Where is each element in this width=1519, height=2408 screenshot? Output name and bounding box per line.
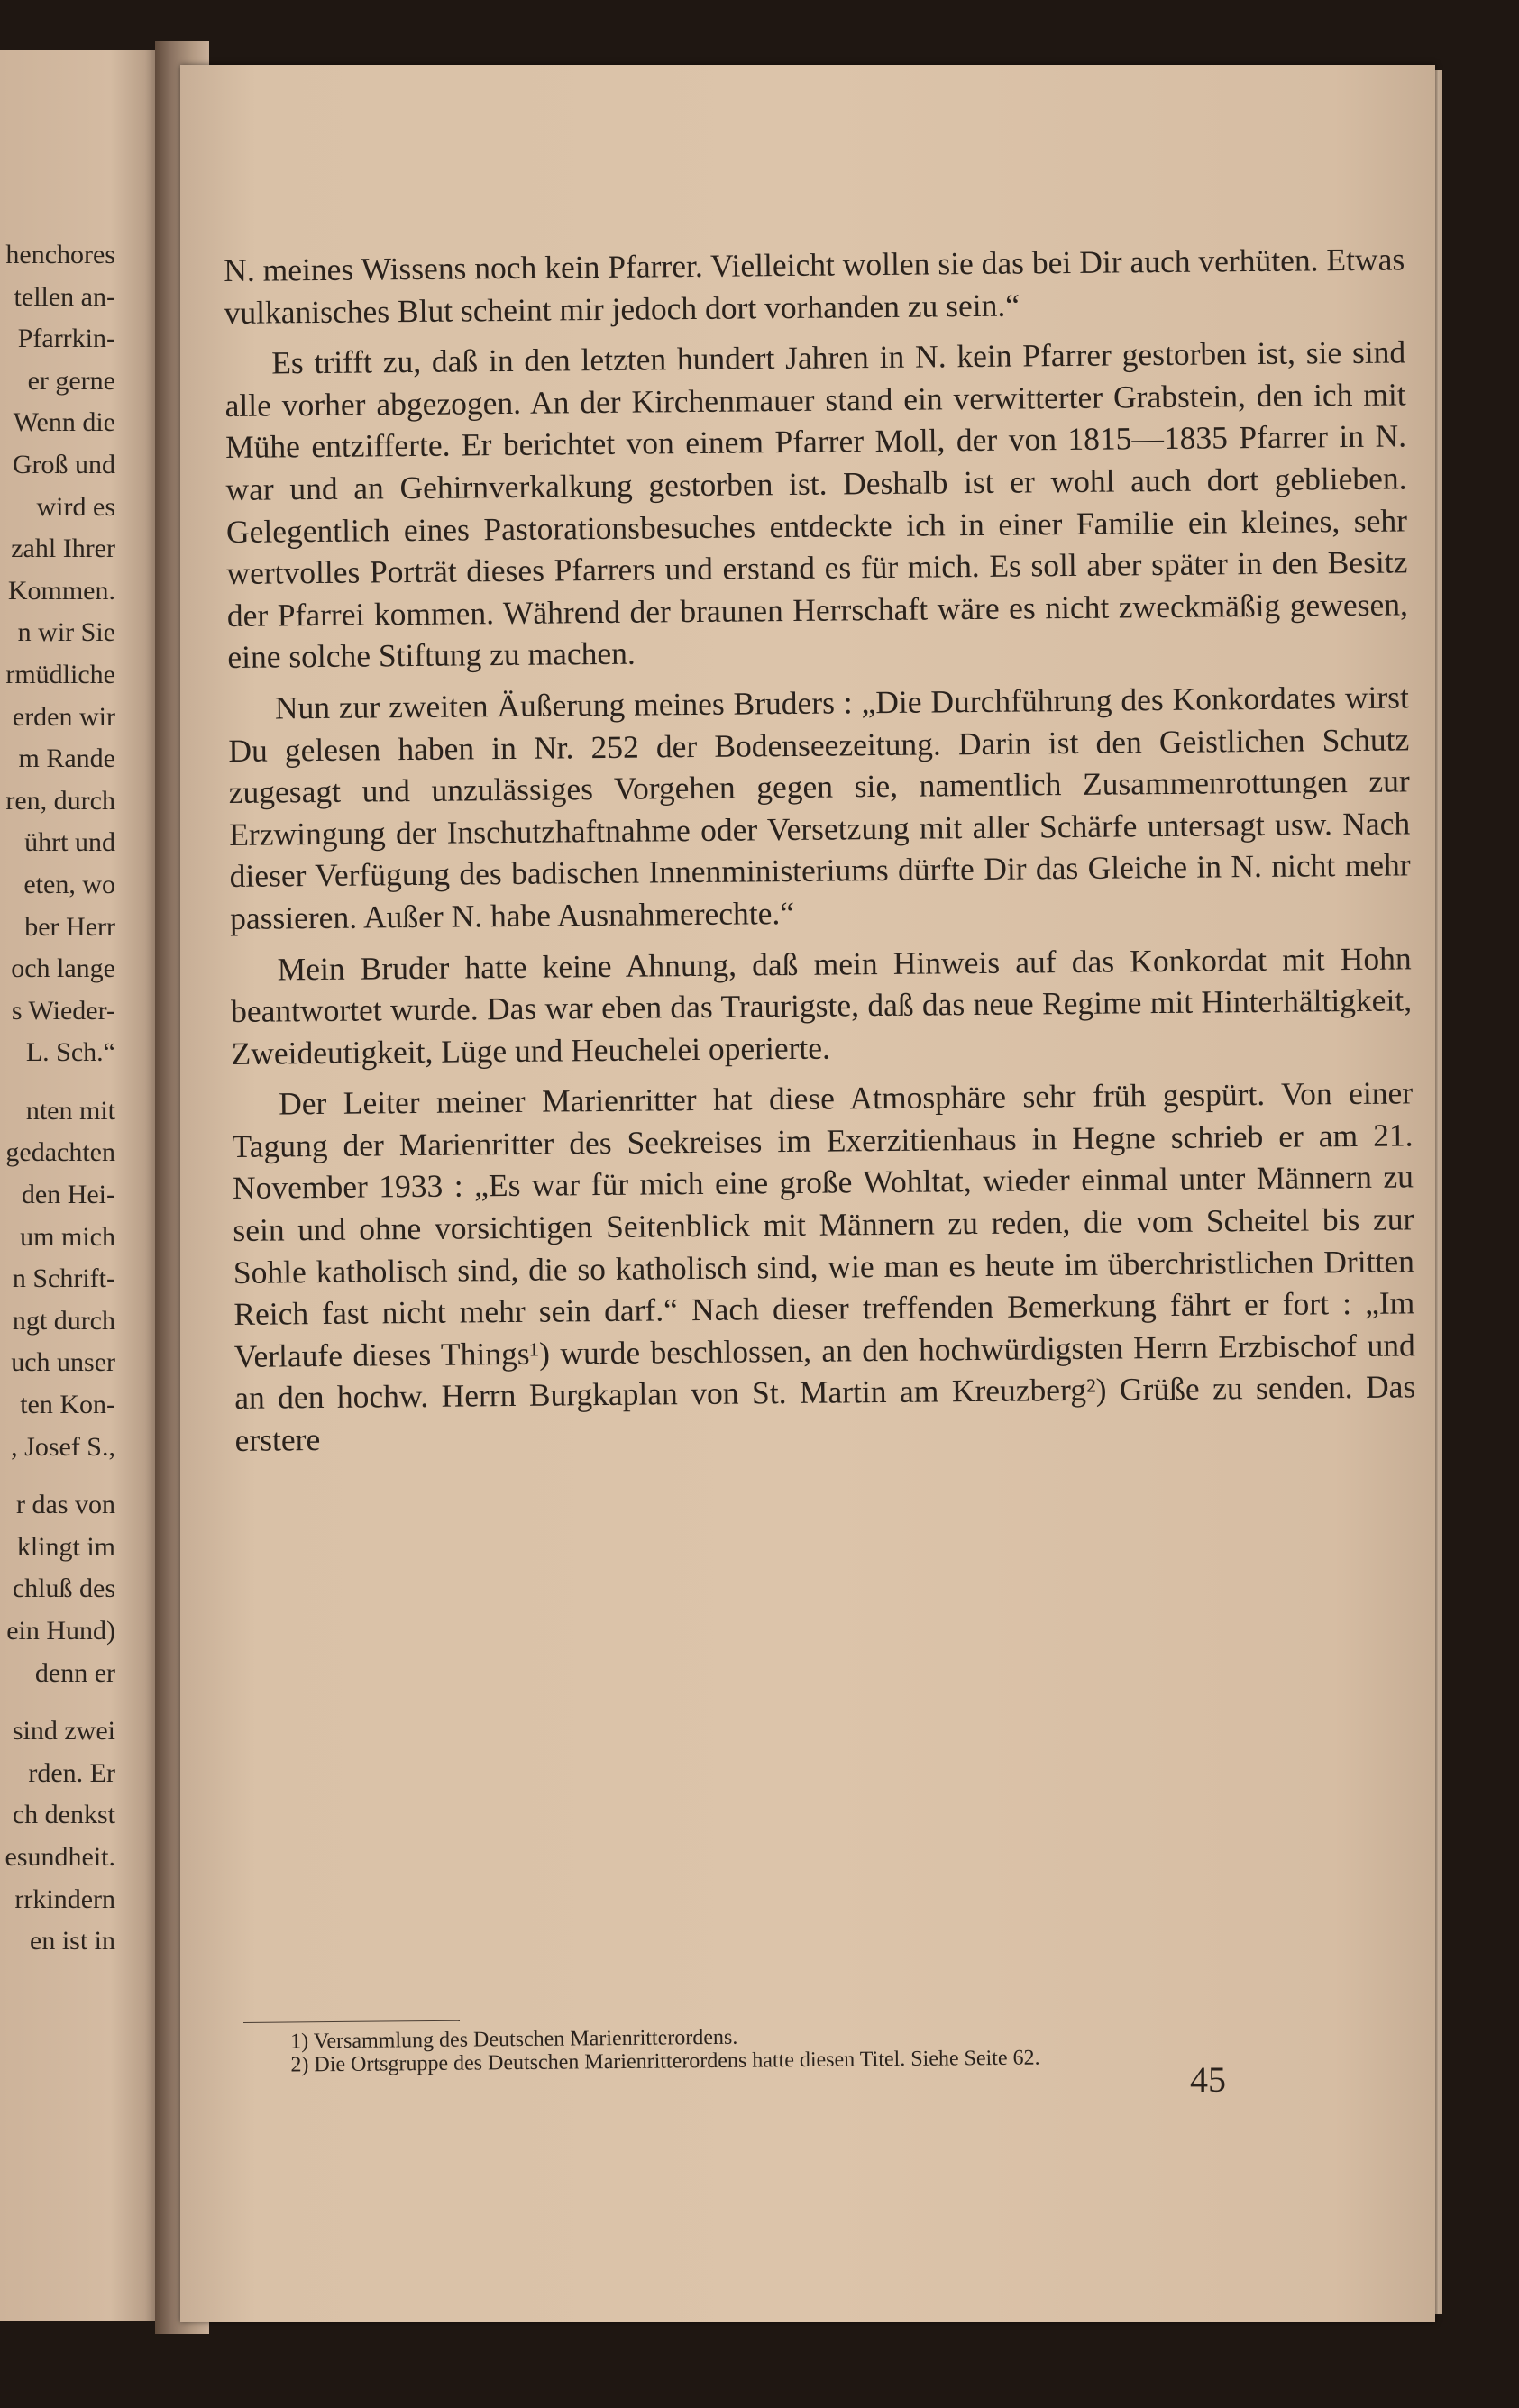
footnote: 1) Versammlung des Deutschen Marienritterordens. <box>290 2025 738 2054</box>
left-page-line: eten, wo <box>23 869 115 899</box>
left-page-line: en ist in <box>30 1926 115 1957</box>
left-page-line: Kommen. <box>7 575 115 606</box>
footnote-rule <box>243 2020 460 2023</box>
left-page-line: rden. Er <box>28 1757 115 1788</box>
left-page-line: s Wieder- <box>11 995 115 1026</box>
left-page-line: Wenn die <box>13 407 115 438</box>
body-text <box>224 238 1416 1470</box>
left-page-line <box>0 1468 115 1484</box>
left-page-line: ch denkst <box>12 1800 115 1830</box>
left-page-line: nten mit <box>25 1095 115 1126</box>
left-page-line: wird es <box>36 491 115 522</box>
left-page-text <box>0 234 115 1963</box>
left-page-line: er gerne <box>27 365 115 396</box>
left-page-line: ren, durch <box>5 785 115 816</box>
left-page-line: um mich <box>20 1221 115 1252</box>
left-page-line: n Schrift- <box>12 1263 115 1294</box>
left-page-line: , Josef S., <box>11 1431 115 1462</box>
left-page-line: ber Herr <box>24 911 115 942</box>
left-page-line <box>0 1694 115 1710</box>
left-page-line: denn er <box>34 1657 115 1688</box>
left-page-line: zahl Ihrer <box>11 534 115 564</box>
left-page-line: sind zwei <box>12 1716 115 1747</box>
left-page-line: erden wir <box>12 701 115 732</box>
left-page-line: n wir Sie <box>17 617 115 648</box>
left-page-line: ein Hund) <box>6 1616 115 1646</box>
page-number: 45 <box>1190 2059 1226 2100</box>
left-page-line: m Rande <box>18 743 115 774</box>
left-page-line: esundheit. <box>5 1841 115 1872</box>
left-page-line <box>0 1074 115 1090</box>
left-page-line: ten Kon- <box>20 1390 115 1420</box>
left-page-line: klingt im <box>16 1531 115 1562</box>
paragraph: Mein Bruder hatte keine Ahnung, daß mein Hinweis auf das Konkordat mit Hohn beantwortet wurde. Das war eben das Traurigste, daß das neue Regime mit Hinterhältigkeit, Zweideutigkeit, Lüge und Heuchelei operierte. <box>230 939 1413 1072</box>
paragraph: N. meines Wissens noch kein Pfarrer. Vielleicht wollen sie das bei Dir auch verhüten. Etwas vulkanisches Blut scheint mir jedoch dort vorhanden zu sein.“ <box>224 241 1405 331</box>
paragraph: Der Leiter meiner Marienritter hat diese Atmosphäre sehr früh gespürt. Von einer Tagung der Marienritter des Seekreises im Exerzitienhaus in Hegne schrieb er am 21. November 1933 : „Es war für mich eine große Wohltat, wieder einmal unter Männern zu sein und ohne vorsichtigen Seitenblick mit Männern zu reden, die vom Scheitel bis zur Sohle katholisch sind, die so katholisch sind, wie man es heute im überchristlichen Dritten Reich fast nicht mehr sein darf.“ Nach dieser treffenden Bemerkung fährt er fort : „Im Verlaufe dieses Things¹) wurde beschlossen, an den hochwürdigsten Herrn Erzbischof und an den hochw. Herrn Burgkaplan von St. Martin am Kreuzberg²) Grüße zu senden. Das erstere <box>232 1074 1416 1458</box>
left-page-line: tellen an- <box>14 281 115 312</box>
footnote: 2) Die Ortsgruppe des Deutschen Marienritterordens hatte diesen Titel. Siehe Seite 62. <box>290 2046 1040 2077</box>
left-page-line: Pfarrkin- <box>17 324 115 354</box>
left-page <box>0 50 158 2321</box>
left-page-line: ührt und <box>24 827 115 858</box>
paragraph: Es trifft zu, daß in den letzten hundert Jahren in N. kein Pfarrer gestorben ist, sie sind alle vorher abgezogen. An der Kirchenmauer stand ein verwitterter Grabstein, den ich mit Mühe entzifferte. Er berichtet von einem Pfarrer Moll, der von 1815—1835 Pfarrer in N. war und an Gehirnverkalkung gestorben ist. Deshalb ist er wohl auch dort geblieben. Gelegentlich eines Pastorationsbesuches entdeckte ich in einer Familie ein kleines, sehr wertvolles Porträt dieses Pfarrers und erstand es für mich. Es soll aber später in den Besitz der Pfarrei kommen. Während der braunen Herrschaft wäre es nicht zweckmäßig gewesen, eine solche Stiftung zu machen. <box>224 333 1409 676</box>
footnotes <box>243 2011 1421 2077</box>
right-page <box>180 65 1435 2322</box>
paragraph: Nun zur zweiten Äußerung meines Bruders : „Die Durchführung des Konkordates wirst Du gelesen haben in Nr. 252 der Bodenseezeitung. Darin ist den Geistlichen Schutz zugesagt und unzulässiges Vorgehen gegen sie, namentlich Zusammenrottungen zur Erzwingung der Inschutzhaftnahme oder Versetzung mit aller Schärfe untersagt usw. Nach dieser Verfügung des badischen Innenministeriums dürfte Dir das Gleiche in N. nicht mehr passieren. Außer N. habe Ausnahmerechte.“ <box>228 679 1411 936</box>
left-page-line: den Hei- <box>21 1180 115 1210</box>
left-page-line: ngt durch <box>12 1305 115 1336</box>
left-page-line: henchores <box>5 240 115 269</box>
left-page-line: chluß des <box>12 1573 115 1604</box>
left-page-line: och lange <box>11 953 115 984</box>
left-page-line: gedachten <box>5 1137 115 1168</box>
left-page-line: rrkindern <box>14 1884 115 1914</box>
left-page-line: L. Sch.“ <box>25 1037 115 1068</box>
left-page-line: r das von <box>16 1490 115 1520</box>
left-page-line: uch unser <box>11 1347 115 1378</box>
left-page-line: rmüdliche <box>5 659 115 689</box>
left-page-line: Groß und <box>12 449 115 479</box>
